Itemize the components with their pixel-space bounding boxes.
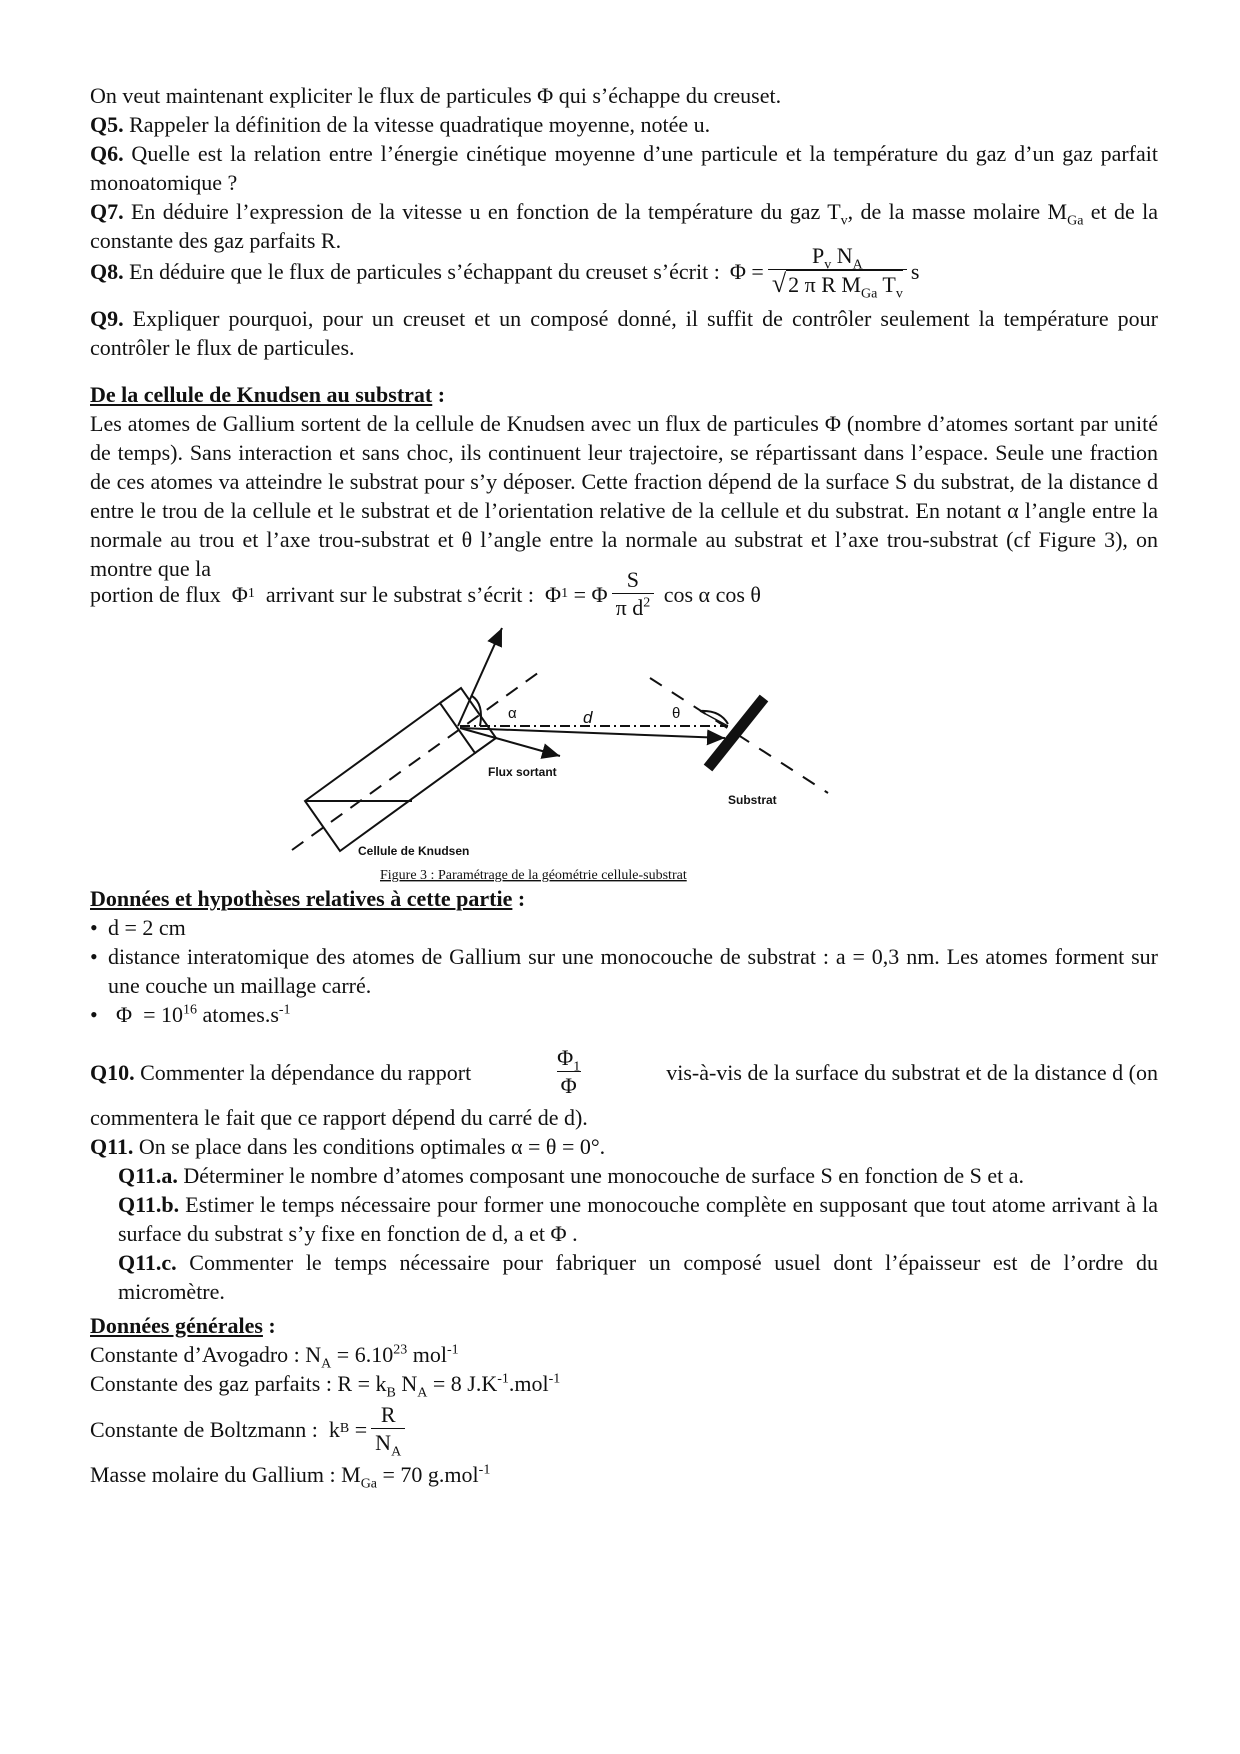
question-q10: Q10. Commenter la dépendance du rapport $\frac{\Phi_1}{\Phi}$ vis-à-vis de la surface du substrat et de la distance d (on	[90, 1044, 1158, 1098]
q8-fraction: $\frac{P_v N_A}{√2 \pi R M_{Ga} T_v}$	[768, 243, 907, 299]
knudsen-cell-shape	[305, 688, 496, 851]
section-general-heading: Données générales :	[90, 1313, 276, 1338]
bullet-icon: •	[90, 1002, 98, 1027]
hypothesis-item: • $\Phi = 10^{16}$ $atomes.s^{-1}$	[90, 1002, 291, 1027]
question-q11c: Q11.c. Commenter le temps nécessaire pour fabriquer un composé usuel dont l’épaisseur est de l’ordre du micromètre.	[118, 1250, 1158, 1304]
sqrt-icon: √	[771, 269, 787, 298]
gallium-molar-mass: Masse molaire du Gallium : $M_{Ga} = 70$ g.mol$^{-1}$	[90, 1462, 491, 1492]
substrate-shape	[708, 698, 764, 768]
q5-label: Q5.	[90, 112, 124, 137]
intro-text: On veut maintenant expliciter le flux de particules Φ qui s’échappe du creuset.	[90, 83, 782, 108]
q10-continuation: commentera le fait que ce rapport dépend du carré de d).	[90, 1105, 588, 1130]
flux-arrow-1	[460, 728, 725, 738]
boltzmann-fraction: $\frac{R}{N_A}$	[371, 1402, 405, 1457]
hypothesis-item: • d = 2 cm	[90, 915, 186, 940]
question-q7: Q7. En déduire l’expression de la vitesse u en fonction de la température du gaz $T_v$, de la masse molaire $M_{Ga}$ et de la constante des gaz parfaits R.	[90, 199, 1158, 253]
q8-label: Q8.	[90, 258, 124, 284]
section-hypotheses	[90, 884, 1158, 1029]
section-knudsen	[90, 380, 1158, 583]
q7-label: Q7.	[90, 199, 124, 224]
section-general-data	[90, 1311, 1158, 1492]
q6-label: Q6.	[90, 141, 124, 166]
section-knudsen-paragraph: Les atomes de Gallium sortent de la cellule de Knudsen avec un flux de particules Φ (nombre d’atomes sortant par unité de temps). Sans interaction et sans choc, ils continuent leur trajectoire, se répartissant dans l’espace. Seule une fraction de ces atomes va atteindre le substrat pour s’y déposer. Cette fraction dépend de la surface S du substrat, de la distance d entre le trou de la cellule et le substrat et de l’orientation relative de la cellule et du substrat. En notant α l’angle entre la normale au trou et l’axe trou-substrat et θ l’angle entre la normale au substrat et l’axe trou-substrat (cf Figure 3), on montre que la	[90, 411, 1158, 581]
question-q11a: Q11.a. Déterminer le nombre d’atomes composant une monocouche de surface S en fonction de S et a.	[118, 1163, 1025, 1188]
label-d: d	[583, 708, 593, 727]
question-q11b: Q11.b. Estimer le temps nécessaire pour former une monocouche complète en supposant que tout atome arrivant à la surface du substrat s’y fixe en fonction de d, a et Φ .	[118, 1192, 1158, 1246]
section-knudsen-heading: De la cellule de Knudsen au substrat :	[90, 382, 446, 407]
gas-constant: Constante des gaz parfaits : $R = k_B$ $N_A = 8$ $J.K^{-1}.mol^{-1}$	[90, 1371, 561, 1401]
label-substrat: Substrat	[728, 793, 777, 807]
question-q11: Q11. On se place dans les conditions optimales α = θ = 0°.	[90, 1134, 606, 1159]
label-theta: θ	[672, 705, 681, 722]
section-knudsen-title: De la cellule de Knudsen au substrat	[90, 382, 433, 407]
question-q9	[90, 304, 1158, 362]
avogadro-constant: Constante d’Avogadro : $N_A = 6.10^{23}$ mol$^{-1}$	[90, 1342, 459, 1372]
bullet-icon: •	[90, 915, 98, 940]
questions-block-1	[90, 81, 1158, 255]
figure-cell-substrate	[280, 618, 860, 888]
label-cellule: Cellule de Knudsen	[358, 844, 470, 858]
q5-text: Rappeler la définition de la vitesse quadratique moyenne, notée u.	[123, 112, 711, 137]
question-q6	[90, 139, 1158, 197]
label-alpha: α	[508, 705, 517, 722]
q6-text: Quelle est la relation entre l’énergie cinétique moyenne d’une particule et la température du gaz d’un gaz parfait monoatomique ?	[90, 141, 1158, 195]
q10-label: Q10.	[90, 1059, 135, 1085]
q8-unit: s	[910, 258, 920, 284]
cell-axis-dashed	[292, 670, 542, 850]
q8-phi: Φ =	[729, 258, 764, 284]
question-q8	[90, 239, 1158, 303]
hypothesis-item: • distance interatomique des atomes de Gallium sur une monocouche de substrat : a = 0,3 nm. Les atomes forment sur une couche un maillage carré.	[90, 944, 1158, 998]
question-q11-block	[90, 1132, 1158, 1306]
label-flux: Flux sortant	[488, 765, 557, 779]
question-q5	[90, 110, 1158, 139]
flux-formula-line: portion de flux Φ 1 arrivant sur le substrat s’écrit : Φ 1 = Φ $\frac{S}{\pi d^2}$ cos α cos θ	[90, 566, 761, 620]
q10-fraction: $\frac{\Phi_1}{\Phi}$	[557, 1044, 581, 1098]
q8-text: En déduire que le flux de particules s’échappant du creuset s’écrit :	[123, 258, 720, 284]
q9-label: Q9.	[90, 306, 124, 331]
flux-fraction: $\frac{S}{\pi d^2}$	[612, 567, 655, 622]
boltzmann-constant: Constante de Boltzmann : k B = $\frac{R}{N_A}$	[90, 1398, 1158, 1460]
figure-caption: Figure 3 : Paramétrage de la géométrie cellule-substrat	[380, 868, 687, 883]
section-hypotheses-heading: Données et hypothèses relatives à cette partie :	[90, 886, 526, 911]
bullet-icon: •	[90, 944, 98, 969]
q9-text: Expliquer pourquoi, pour un creuset et un composé donné, il suffit de contrôler seulement la température pour contrôler le flux de particules.	[90, 306, 1158, 360]
